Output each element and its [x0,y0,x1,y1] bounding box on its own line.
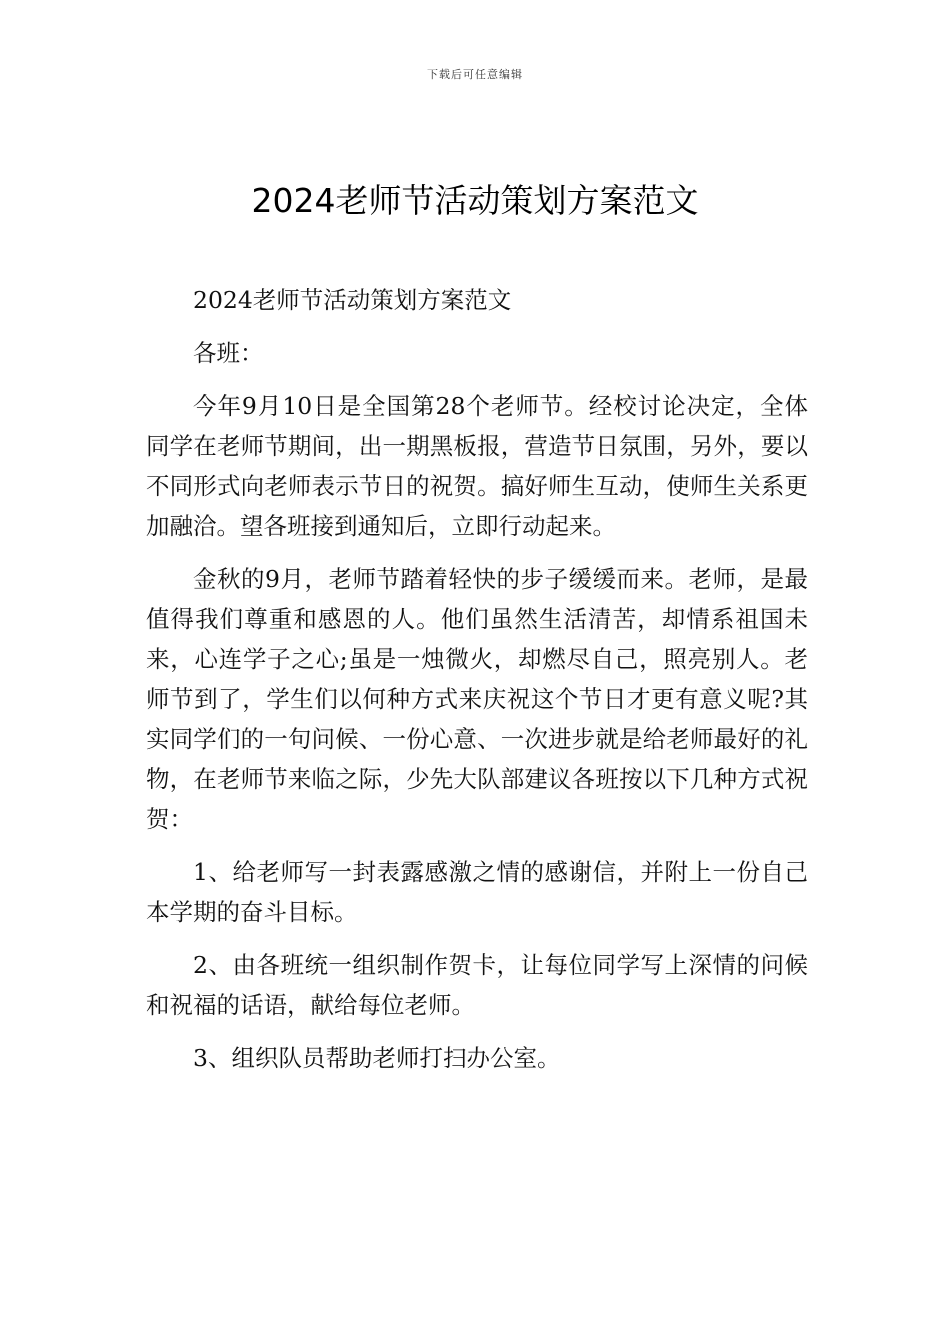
paragraph-item-1: 1、给老师写一封表露感激之情的感谢信，并附上一份自己本学期的奋斗目标。 [146,858,808,926]
paragraph-salutation: 各班： [193,339,264,367]
paragraph-item-3: 3、组织队员帮助老师打扫办公室。 [193,1044,561,1072]
header-note: 下载后可任意编辑 [427,68,523,81]
paragraph-notice: 今年9月10日是全国第28个老师节。经校讨论决定，全体同学在老师节期间，出一期黑板报，营造节日氛围，另外，要以不同形式向老师表示节日的祝贺。搞好师生互动，使师生关系更加融洽。望各班接到通知后，立即行动起来。 [146,392,808,540]
paragraph-intro: 金秋的9月，老师节踏着轻快的步子缓缓而来。老师，是最值得我们尊重和感恩的人。他们虽然生活清苦，却情系祖国未来，心连学子之心;虽是一烛微火，却燃尽自己，照亮别人。老师节到了，学生们以何种方式来庆祝这个节日才更有意义呢?其实同学们的一句问候、一份心意、一次进步就是给老师最好的礼物，在老师节来临之际，少先大队部建议各班按以下几种方式祝贺： [146,565,808,833]
document-body [146,280,808,1091]
paragraph-subtitle: 2024老师节活动策划方案范文 [193,286,512,314]
paragraph-item-2: 2、由各班统一组织制作贺卡，让每位同学写上深情的问候和祝福的话语，献给每位老师。 [146,951,808,1019]
document-title: 2024老师节活动策划方案范文 [251,181,699,220]
